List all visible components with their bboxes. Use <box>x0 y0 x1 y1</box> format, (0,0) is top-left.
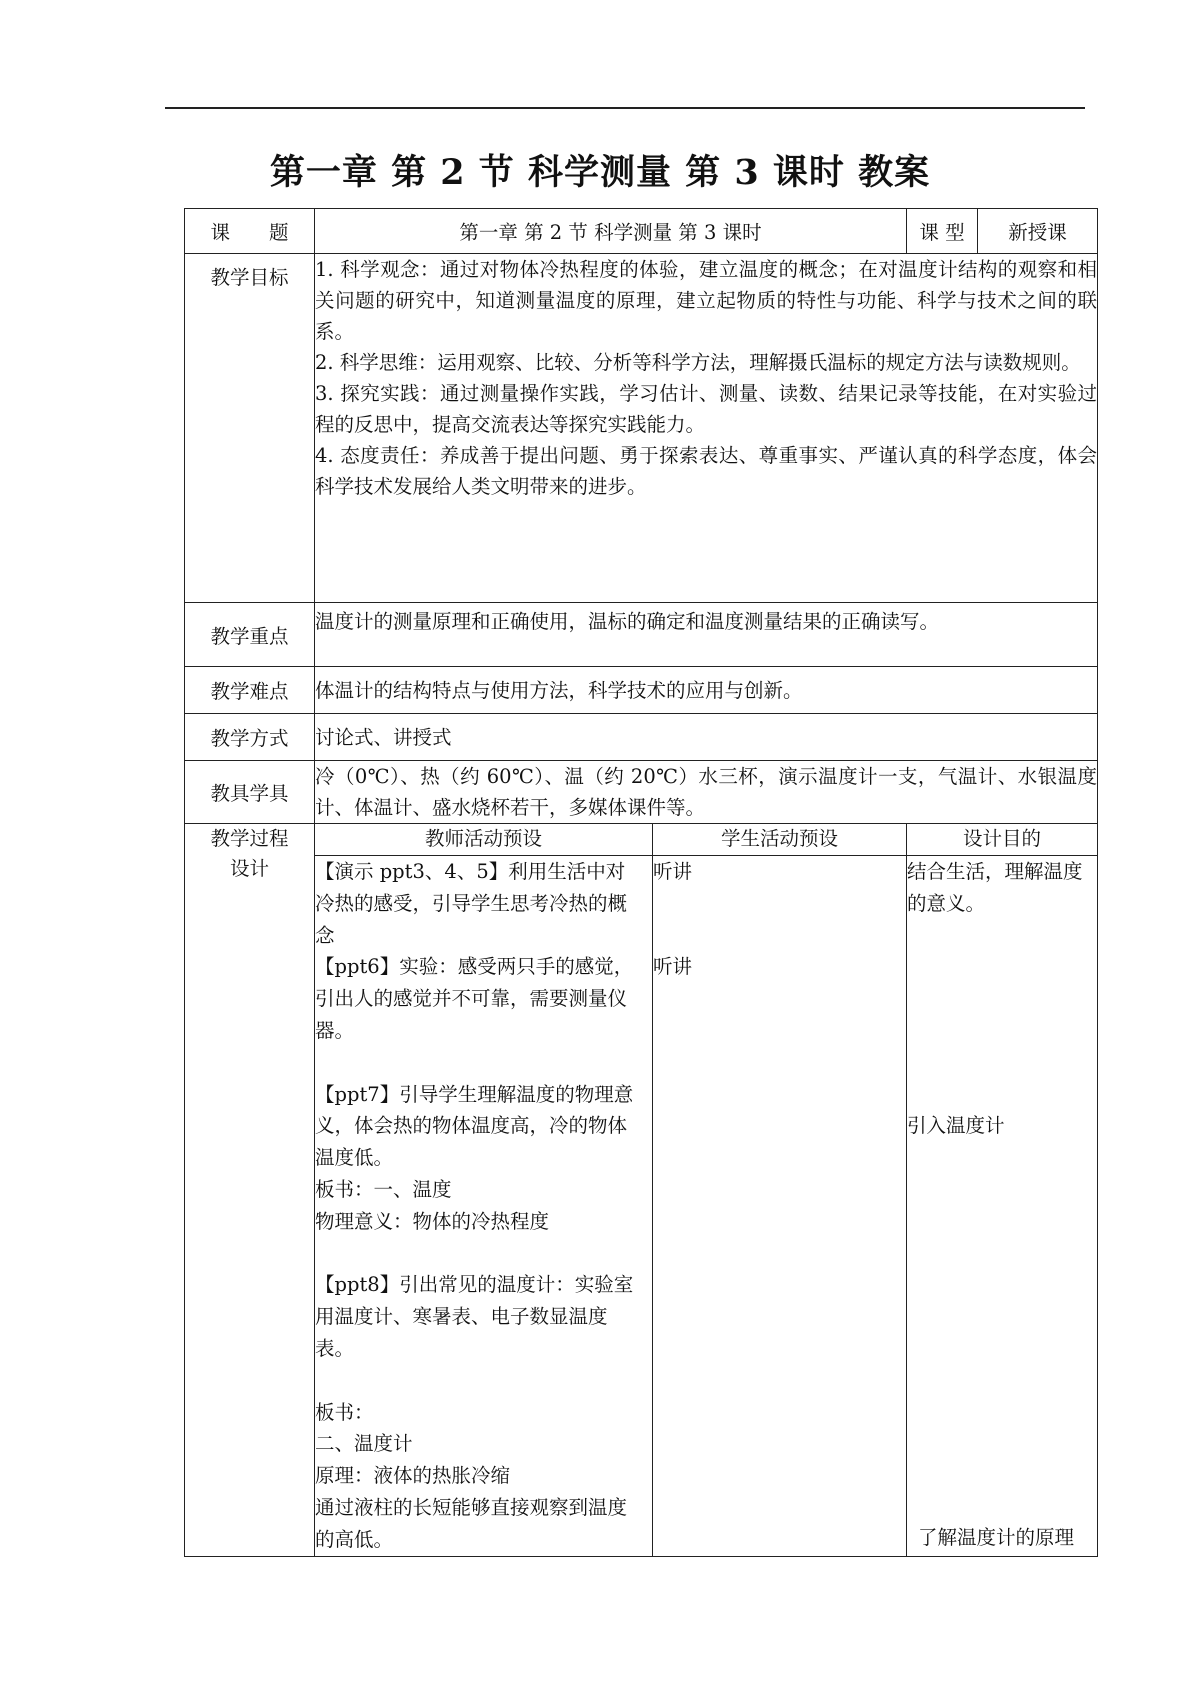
objectives-content <box>315 254 1098 603</box>
objective-item: 4. 态度责任：养成善于提出问题、勇于探索表达、尊重事实、严谨认真的科学态度，体会科学技术发展给人类文明带来的进步。 <box>315 444 1098 498</box>
method-content: 讨论式、讲授式 <box>315 714 1098 761</box>
topic-label: 课 题 <box>185 209 315 254</box>
teacher-activity: 板书：一、温度 <box>315 1177 452 1201</box>
key-points-row <box>185 603 1098 667</box>
student-activity: 听讲 <box>653 860 693 883</box>
design-purpose: 结合生活，理解温度的意义。 <box>907 860 1083 915</box>
teacher-activity: 物理意义：物体的冷热程度 <box>315 1209 550 1233</box>
process-body-row <box>185 856 1098 1557</box>
teacher-column-header: 教师活动预设 <box>315 824 653 856</box>
student-activities <box>653 856 907 1557</box>
objective-item: 2. 科学思维：运用观察、比较、分析等科学方法，理解摄氏温标的规定方法与读数规则。 <box>315 351 1081 374</box>
teacher-activity: 【ppt7】引导学生理解温度的物理意义，体会热的物体温度高，冷的物体温度低。 <box>315 1082 634 1170</box>
method-row <box>185 714 1098 761</box>
key-points-content: 温度计的测量原理和正确使用，温标的确定和温度测量结果的正确读写。 <box>315 603 1098 667</box>
student-column-header: 学生活动预设 <box>653 824 907 856</box>
student-activity: 听讲 <box>653 955 693 979</box>
teacher-activity: 原理：液体的热胀冷缩 <box>315 1464 511 1488</box>
design-purpose: 引入温度计 <box>907 1113 1005 1137</box>
objectives-label: 教学目标 <box>185 254 315 603</box>
tools-row <box>185 761 1098 824</box>
process-label-line: 教学过程 <box>210 827 289 850</box>
teacher-activity: 通过液柱的长短能够直接观察到温度的高低。 <box>315 1495 628 1551</box>
process-label-line: 设计 <box>229 857 269 880</box>
objective-item: 3. 探究实践：通过测量操作实践，学习估计、测量、读数、结果记录等技能，在对实验过程的反思中，提高交流表达等探究实践能力。 <box>315 382 1098 436</box>
process-header-row <box>185 824 1098 856</box>
design-purposes <box>907 856 1098 1557</box>
tools-label: 教具学具 <box>185 761 315 824</box>
tools-content: 冷（0℃）、热（约 60℃）、温（约 20℃）水三杯，演示温度计一支，气温计、水银温度计、体温计、盛水烧杯若干，多媒体课件等。 <box>315 761 1098 824</box>
teacher-activity: 【ppt8】引出常见的温度计：实验室用温度计、寒暑表、电子数显温度表。 <box>315 1273 634 1360</box>
teacher-activities <box>315 856 653 1557</box>
topic-row <box>185 209 1098 254</box>
objective-item: 1. 科学观念：通过对物体冷热程度的体验，建立温度的概念；在对温度计结构的观察和相关问题的研究中，知道测量温度的原理，建立起物质的特性与功能、科学与技术之间的联系。 <box>315 258 1098 343</box>
teacher-activity: 【演示 ppt3、4、5】利用生活中对冷热的感受，引导学生思考冷热的概念 <box>315 860 628 947</box>
difficulties-label: 教学难点 <box>185 667 315 714</box>
lesson-type-value: 新授课 <box>978 209 1098 254</box>
header-rule <box>165 107 1085 109</box>
difficulties-row <box>185 667 1098 714</box>
topic-value: 第一章 第 2 节 科学测量 第 3 课时 <box>315 209 907 254</box>
method-label: 教学方式 <box>185 714 315 761</box>
teacher-activity: 二、温度计 <box>315 1432 413 1456</box>
lesson-plan-table <box>184 208 1098 1557</box>
lesson-type-label: 课 型 <box>907 209 978 254</box>
design-purpose: 了解温度计的原理 <box>918 1525 1075 1549</box>
difficulties-content: 体温计的结构特点与使用方法，科学技术的应用与创新。 <box>315 667 1098 714</box>
objectives-row <box>185 254 1098 603</box>
document-title: 第一章 第 2 节 科学测量 第 3 课时 教案 <box>269 152 931 193</box>
key-points-label: 教学重点 <box>185 603 315 667</box>
purpose-column-header: 设计目的 <box>907 824 1098 856</box>
teacher-activity: 【ppt6】实验：感受两只手的感觉，引出人的感觉并不可靠，需要测量仪器。 <box>315 955 634 1042</box>
teacher-activity: 板书： <box>315 1400 374 1424</box>
process-label <box>185 824 315 1557</box>
